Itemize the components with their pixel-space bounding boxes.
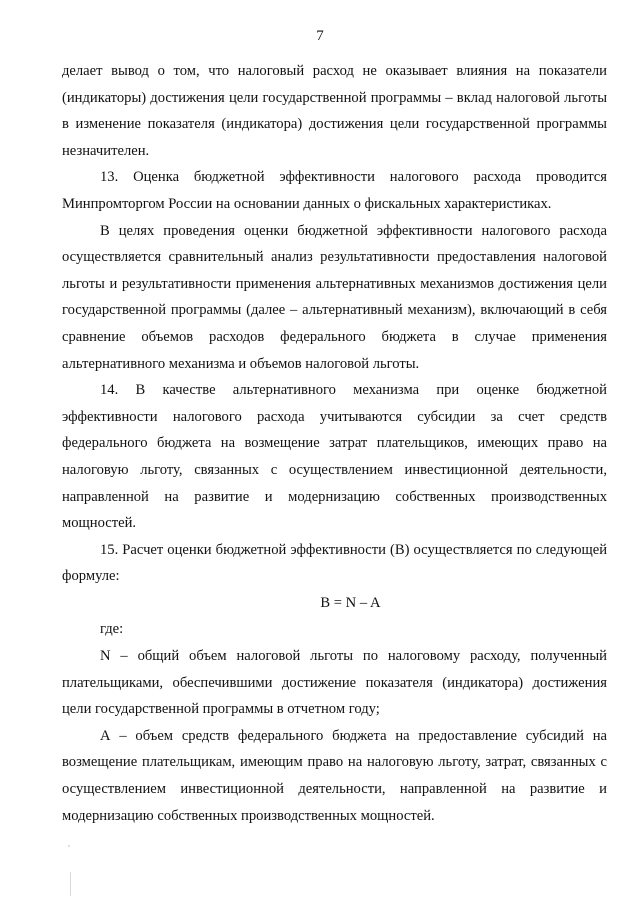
- where-label: где:: [100, 621, 124, 638]
- definition-a: А – объем средств федерального бюджета на предоставление субсидий на возмещение плательщикам, имеющим право на налоговую льготу, затрат, связанных с осуществлением инвестиционной деятельности, направленной на развитие и модернизацию собственных производственных мощностей.: [62, 727, 607, 824]
- paragraph-continuation: делает вывод о том, что налоговый расход не оказывает влияния на показатели (индикаторы) достижения цели государственной программы – вклад налоговой льготы в изменение показателя (индикатора) достижения цели государственной программы незначителен.: [62, 63, 607, 159]
- page-number: 7: [316, 28, 324, 44]
- paragraph-item-15: 15. Расчет оценки бюджетной эффективности (В) осуществляется по следующей формуле:: [62, 541, 607, 585]
- formula: B = N – A: [320, 594, 381, 611]
- paragraph-item-14: 14. В качестве альтернативного механизма при оценке бюджетной эффективности налогового расхода учитываются субсидии за счет средств федерального бюджета на возмещение затрат плательщиков, имеющих право на налоговую льготу, связанных с осуществлением инвестиционной деятельности, направленной на развитие и модернизацию собственных производственных мощностей.: [62, 382, 607, 532]
- paragraph-item-13: 13. Оценка бюджетной эффективности налогового расхода проводится Минпромторгом России на основании данных о фискальных характеристиках.: [62, 169, 607, 212]
- definition-n: N – общий объем налоговой льготы по налоговому расходу, полученный плательщиками, обеспечившими достижение показателя (индикатора) достижения цели государственной программы в отчетном году;: [62, 648, 607, 718]
- document-body: [62, 58, 607, 829]
- scan-artifact-line: [70, 872, 71, 896]
- paragraph-comparison-analysis: В целях проведения оценки бюджетной эффективности налогового расхода осуществляется сравнительный анализ результативности предоставления налоговой льготы и результативности применения альтернативных механизмов достижения цели государственной программы (далее – альтернативный механизм), включающий в себя сравнение объемов расходов федерального бюджета в случае применения альтернативного механизма и объемов налоговой льготы.: [62, 222, 607, 372]
- scan-artifact-dot: [68, 845, 70, 847]
